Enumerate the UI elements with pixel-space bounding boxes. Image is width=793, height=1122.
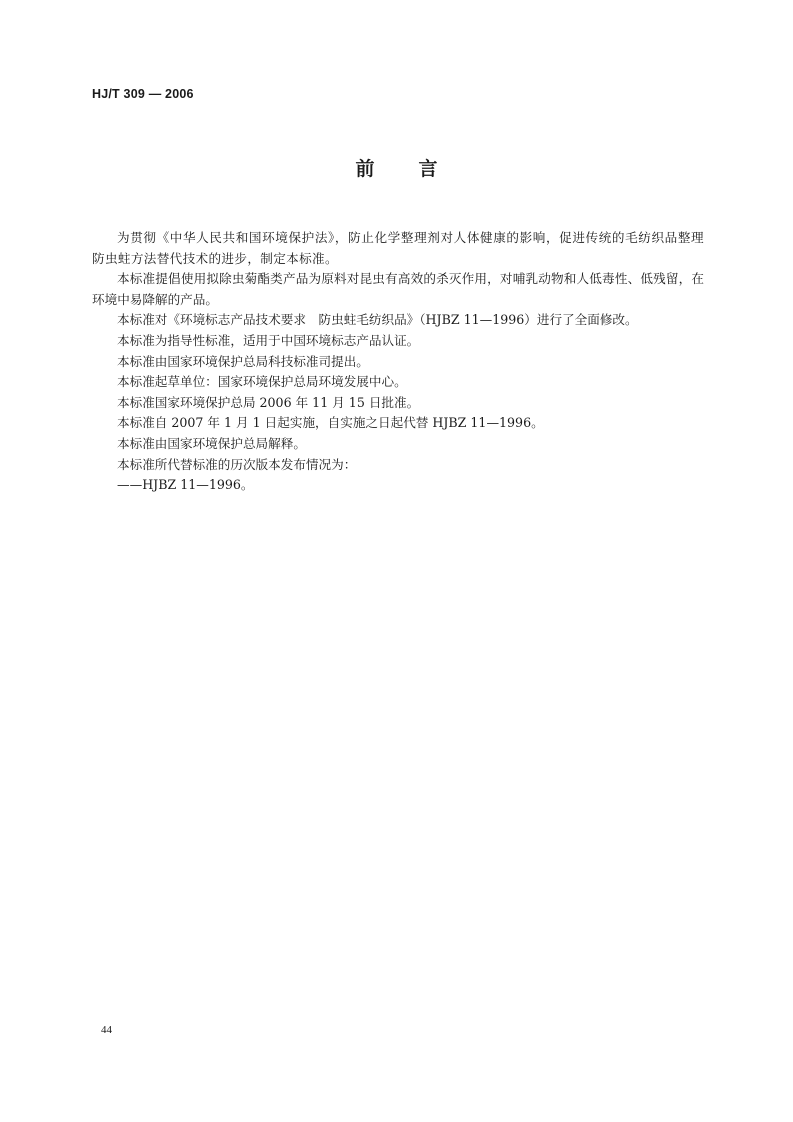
paragraph-proposer: 本标准由国家环境保护总局科技标准司提出。 [117,353,369,369]
paragraph-implementation: 本标准自 2007 年 1 月 1 日起实施，自实施之日起代替 HJBZ 11—1996。 [117,415,544,431]
standard-code-header: HJ/T 309 — 2006 [92,87,194,101]
paragraph-drafter: 本标准起草单位：国家环境保护总局环境发展中心。 [117,374,407,390]
title-char-2: 言 [418,158,438,180]
paragraph-revision: 本标准对《环境标志产品技术要求 防虫蛀毛纺织品》（HJBZ 11—1996）进行了全面修改。 [117,312,638,328]
paragraph-history-intro: 本标准所代替标准的历次版本发布情况为： [117,456,357,472]
page-number: 44 [101,1024,112,1036]
paragraph-purpose: 为贯彻《中华人民共和国环境保护法》，防止化学整理剂对人体健康的影响，促进传统的毛纺织品整理防虫蛀方法替代技术的进步，制定本标准。 [92,230,704,266]
paragraph-interpretation: 本标准由国家环境保护总局解释。 [117,435,306,451]
page-title [0,154,793,181]
history-item: ——HJBZ 11—1996。 [117,477,254,493]
paragraph-scope: 本标准为指导性标准，适用于中国环境标志产品认证。 [117,332,420,348]
paragraph-advocacy: 本标准提倡使用拟除虫菊酯类产品为原料对昆虫有高效的杀灭作用，对哺乳动物和人低毒性、低残留，在环境中易降解的产品。 [92,271,704,307]
foreword-body [92,228,704,496]
paragraph-approval: 本标准国家环境保护总局 2006 年 11 月 15 日批准。 [117,394,420,410]
title-char-1: 前 [355,158,375,180]
